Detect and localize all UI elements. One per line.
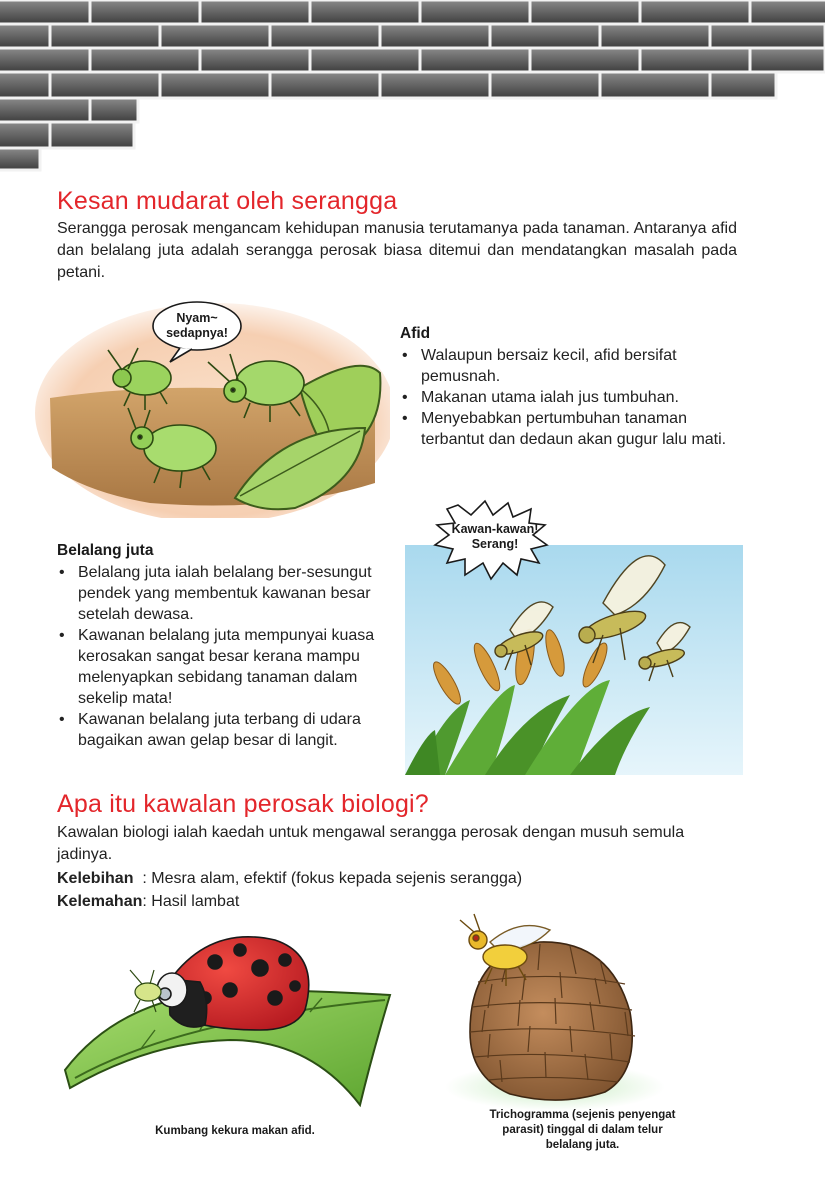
section-intro: Serangga perosak mengancam kehidupan manusia terutamanya pada tanaman. Antaranya afid dan belalang juta adalah serangga perosak biasa ditemui dan mendatangkan masalah pada petani. [57, 220, 737, 281]
disadvantage-label: Kelemahan [57, 893, 143, 910]
locust-speech-line2: Serang! [471, 537, 519, 551]
advantage-text: : Mesra alam, efektif (fokus kepada sejenis serangga) [142, 870, 523, 887]
locust-illustration [405, 495, 745, 775]
list-item: • Kawanan belalang juta mempunyai kuasa kerosakan sangat besar kerana mampu melenyapkan sebidang tanaman dalam sekelip mata! [57, 625, 395, 709]
section-intro: Kawalan biologi ialah kaedah untuk mengawal serangga perosak dengan musuh semula jadinya. [57, 824, 685, 863]
aphid-speech-line1: Nyam~ [176, 311, 218, 325]
disadvantage-text: : Hasil lambat [142, 893, 240, 910]
list-item: • Kawanan belalang juta terbang di udara bagaikan awan gelap besar di langit. [57, 709, 395, 751]
section-title-biological-control: Apa itu kawalan perosak biologi? [57, 790, 429, 818]
aphid-speech-line2: sedapnya! [166, 326, 228, 340]
brick-wall-header [0, 0, 825, 180]
aphid-illustration [30, 298, 390, 518]
locust-bullet-list [57, 562, 395, 751]
advantage-row [57, 868, 522, 890]
trichogramma-illustration [430, 912, 680, 1117]
locust-heading: Belalang juta [57, 542, 154, 559]
ladybird-icon [157, 937, 309, 1030]
list-item: • Belalang juta ialah belalang ber-sesungut pendek yang membentuk kawanan besar setelah dewasa. [57, 562, 395, 625]
list-item: • Menyebabkan pertumbuhan tanaman terbantut dan dedaun akan gugur lalu mati. [400, 408, 745, 450]
locust-speech-line1: Kawan-kawan! [451, 522, 539, 536]
disadvantage-row [57, 891, 239, 913]
aphid-heading: Afid [400, 325, 431, 342]
ladybird-illustration [60, 920, 400, 1110]
list-item: • Makanan utama ialah jus tumbuhan. [400, 387, 745, 408]
list-item: • Walaupun bersaiz kecil, afid bersifat pemusnah. [400, 345, 745, 387]
trichogramma-caption: Trichogramma (sejenis penyengat parasit) tinggal di dalam telur belalang juta. [489, 1109, 676, 1151]
aphid-bullet-list [400, 345, 745, 450]
ladybird-caption: Kumbang kekura makan afid. [155, 1125, 315, 1137]
advantage-label: Kelebihan [57, 870, 134, 887]
section-title-harmful-effects: Kesan mudarat oleh serangga [57, 187, 398, 215]
